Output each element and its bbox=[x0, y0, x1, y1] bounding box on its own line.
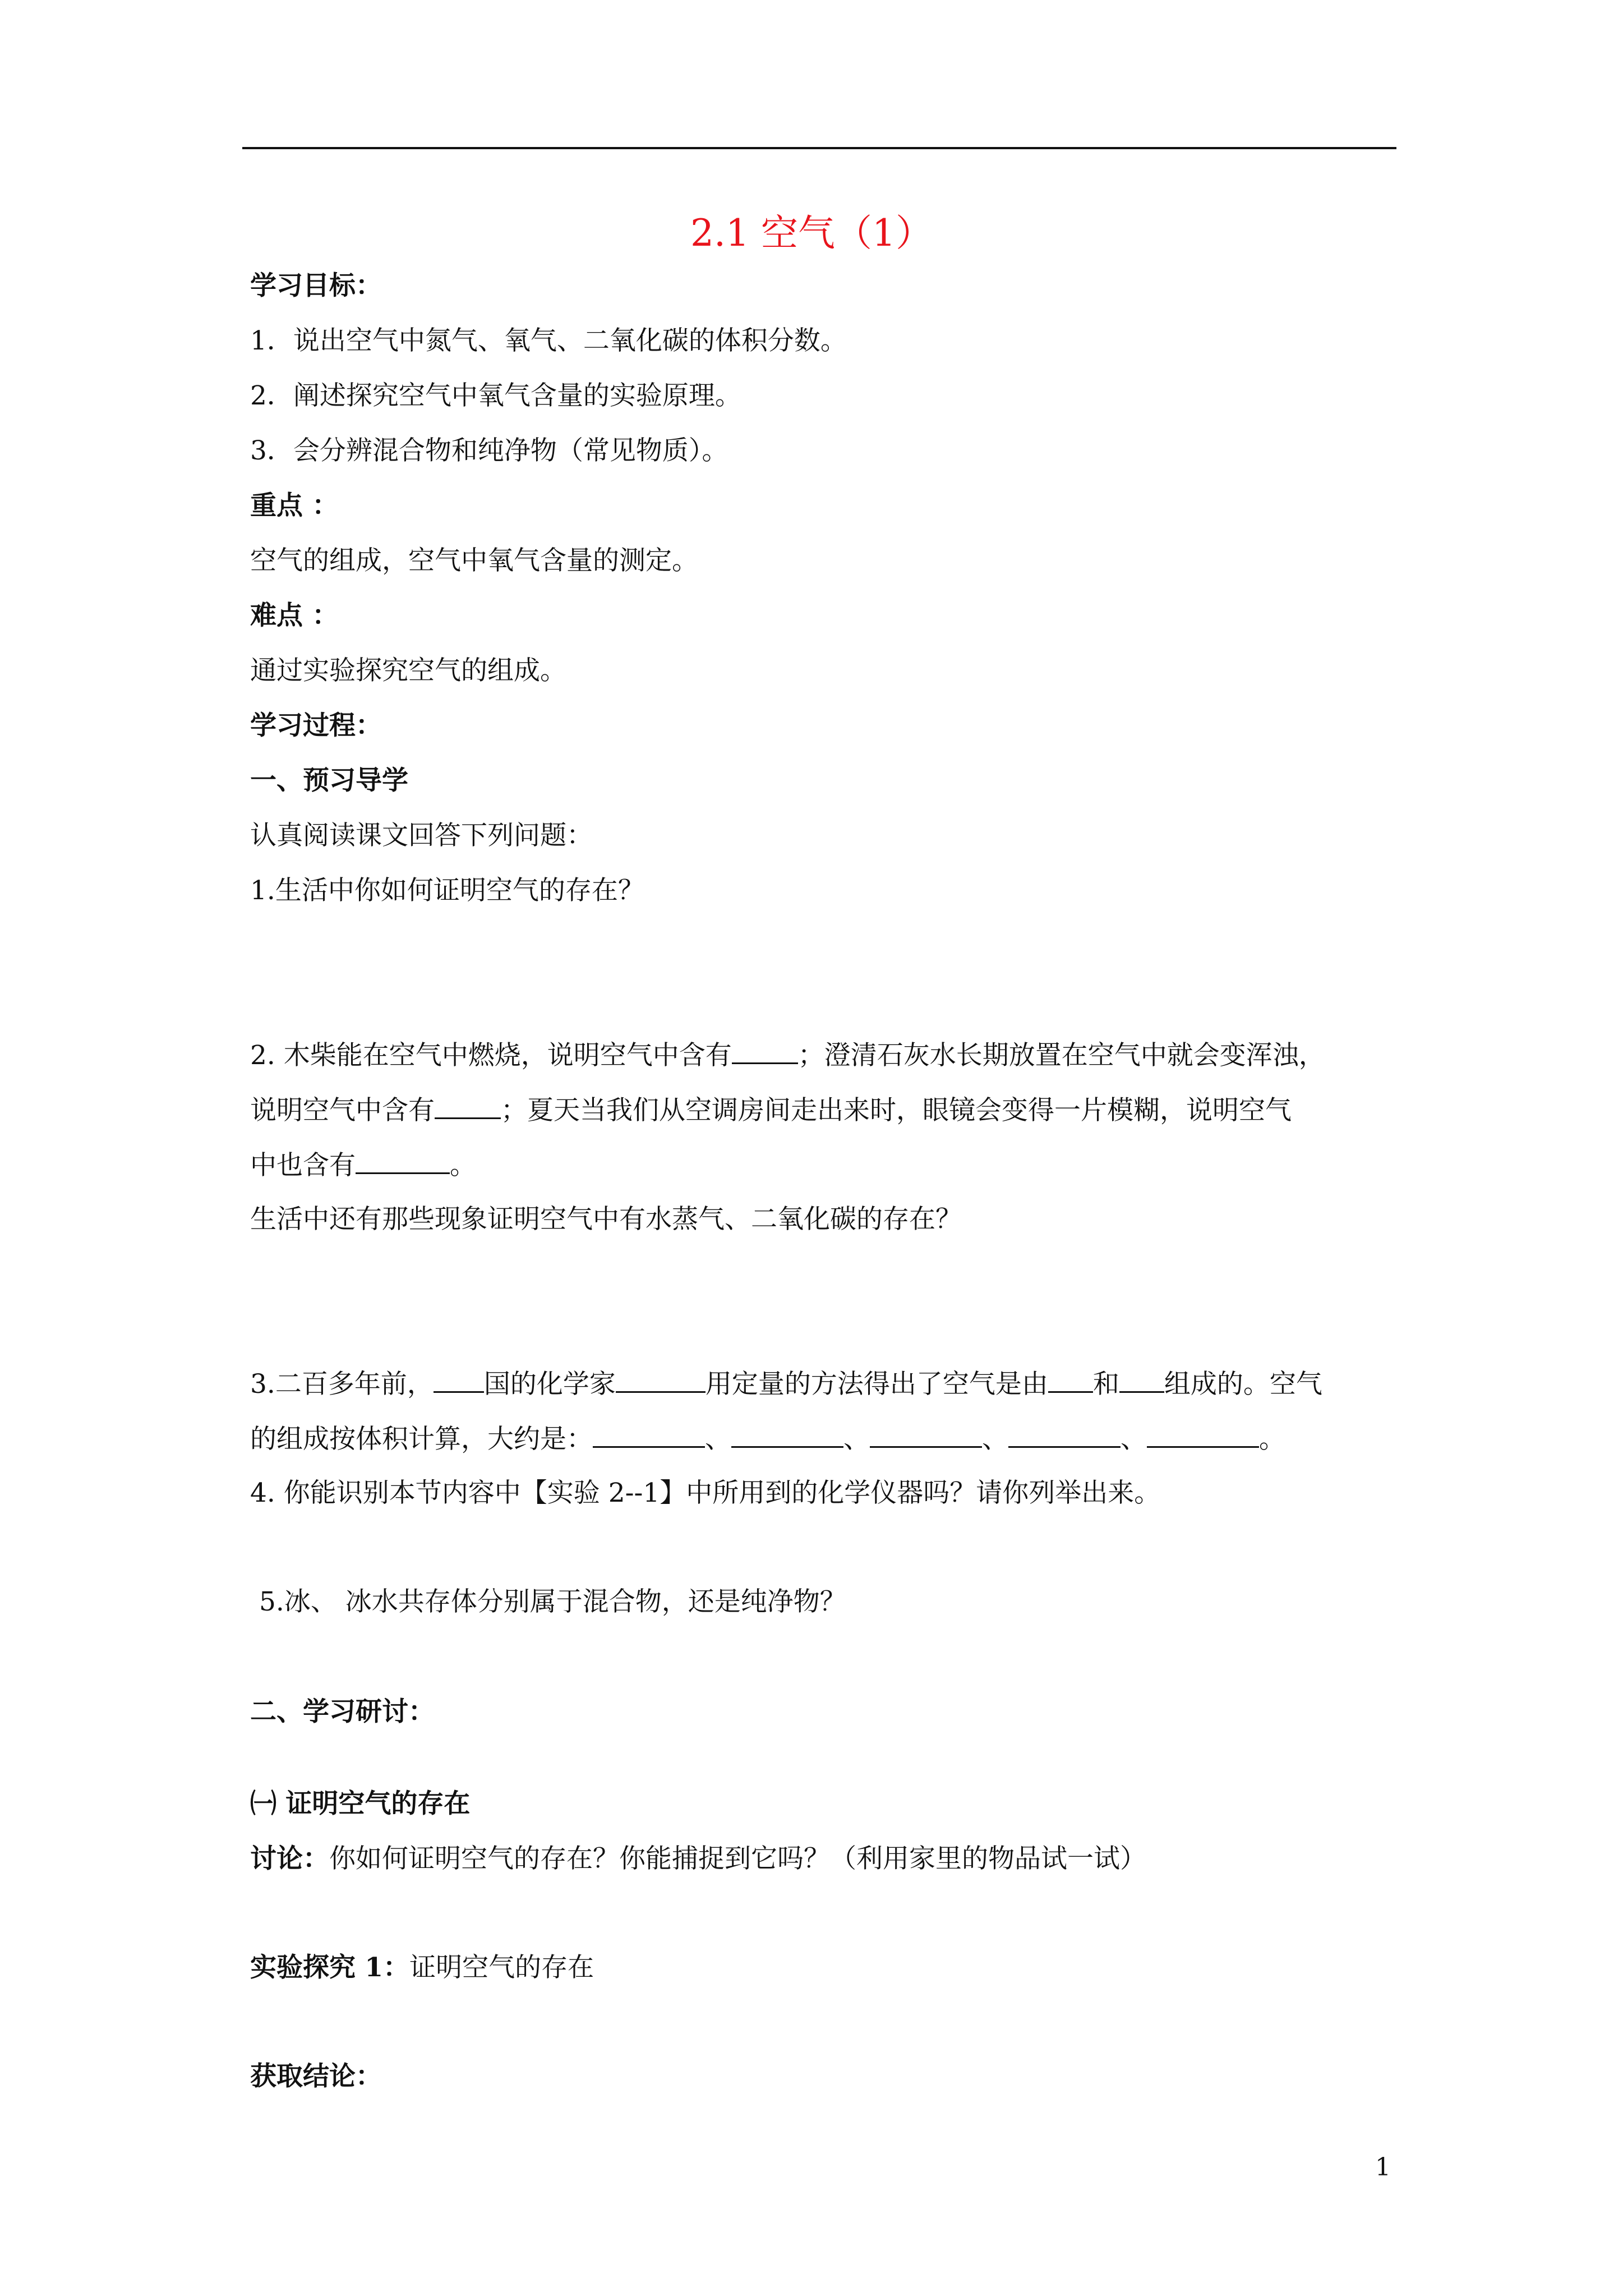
q2-text-d: ；夏天当我们从空调房间走出来时，眼镜会变得一片模糊，说明空气 bbox=[501, 1095, 1292, 1126]
key-point-text: 空气的组成，空气中氧气含量的测定。 bbox=[250, 545, 698, 576]
difficulty-text: 通过实验探究空气的组成。 bbox=[250, 655, 566, 686]
q3-text-f: 的组成按体积计算，大约是： bbox=[250, 1424, 593, 1455]
question-5: 5.冰、 冰水共存体分别属于混合物，还是纯净物？ bbox=[259, 1586, 846, 1617]
page-title: 2.1 空气（1） bbox=[690, 211, 933, 255]
q3-text-e: 组成的。空气 bbox=[1164, 1369, 1322, 1400]
subsection-prove-air: ㈠ 证明空气的存在 bbox=[250, 1788, 471, 1819]
q3-text-a: 3.二百多年前， bbox=[250, 1369, 434, 1400]
page-number: 1 bbox=[1375, 2153, 1391, 2182]
preview-heading: 一、预习导学 bbox=[250, 765, 408, 796]
discussion-heading: 二、学习研讨： bbox=[250, 1696, 435, 1727]
blank-volume-4[interactable] bbox=[1008, 1421, 1121, 1448]
goal-item-1: 1．说出空气中氮气、氧气、二氧化碳的体积分数。 bbox=[250, 325, 847, 356]
question-2-line-3 bbox=[250, 1148, 476, 1182]
blank-carbon-dioxide[interactable] bbox=[435, 1093, 501, 1119]
goal-item-3: 3．会分辨混合物和纯净物（常见物质）。 bbox=[250, 435, 728, 466]
separator: 、 bbox=[843, 1424, 870, 1455]
discussion-text: 你如何证明空气的存在？你能捕捉到它吗？（利用家里的物品试一试） bbox=[329, 1843, 1146, 1874]
process-heading: 学习过程： bbox=[250, 710, 382, 741]
preview-intro: 认真阅读课文回答下列问题： bbox=[250, 820, 593, 851]
q3-text-d: 和 bbox=[1092, 1369, 1119, 1400]
blank-component-2[interactable] bbox=[1119, 1366, 1164, 1393]
q2-text-c: 说明空气中含有 bbox=[250, 1095, 435, 1126]
question-4: 4. 你能识别本节内容中【实验 2--1】中所用到的化学仪器吗？请你列举出来。 bbox=[250, 1478, 1161, 1508]
blank-chemist[interactable] bbox=[616, 1366, 706, 1393]
experiment-text: 证明空气的存在 bbox=[409, 1952, 594, 1983]
question-3-line-2 bbox=[250, 1421, 1285, 1456]
discussion-label: 讨论： bbox=[250, 1843, 329, 1874]
discussion-prompt bbox=[250, 1842, 1146, 1876]
blank-component-1[interactable] bbox=[1048, 1366, 1093, 1393]
blank-oxygen[interactable] bbox=[732, 1038, 798, 1064]
q2-text-b: ；澄清石灰水长期放置在空气中就会变浑浊， bbox=[797, 1040, 1325, 1071]
experiment-1 bbox=[250, 1951, 594, 1985]
blank-volume-5[interactable] bbox=[1147, 1421, 1259, 1448]
q3-text-c: 用定量的方法得出了空气是由 bbox=[705, 1369, 1048, 1400]
separator: 、 bbox=[1121, 1424, 1147, 1455]
blank-volume-3[interactable] bbox=[870, 1421, 982, 1448]
separator: 、 bbox=[982, 1424, 1008, 1455]
q2-text-f: 。 bbox=[450, 1150, 476, 1181]
blank-water-vapor[interactable] bbox=[356, 1148, 450, 1174]
experiment-label: 实验探究 1： bbox=[250, 1952, 410, 1983]
goal-item-2: 2．阐述探究空气中氧气含量的实验原理。 bbox=[250, 380, 741, 411]
goals-heading: 学习目标： bbox=[250, 270, 382, 301]
key-point-heading: 重点 ： bbox=[250, 490, 339, 521]
conclusion-heading: 获取结论： bbox=[250, 2061, 382, 2092]
question-3-line-1 bbox=[250, 1366, 1322, 1401]
question-1: 1.生活中你如何证明空气的存在？ bbox=[250, 875, 644, 906]
difficulty-heading: 难点 ： bbox=[250, 600, 339, 631]
blank-volume-1[interactable] bbox=[593, 1421, 705, 1448]
q2-text-a: 2. 木柴能在空气中燃烧，说明空气中含有 bbox=[250, 1040, 732, 1071]
q3-end: 。 bbox=[1259, 1424, 1285, 1455]
question-2-line-4: 生活中还有那些现象证明空气中有水蒸气、二氧化碳的存在？ bbox=[250, 1204, 962, 1235]
separator: 、 bbox=[705, 1424, 731, 1455]
blank-country[interactable] bbox=[434, 1366, 484, 1393]
question-2-line-1 bbox=[250, 1038, 1325, 1073]
q2-text-e: 中也含有 bbox=[250, 1150, 356, 1181]
header-rule bbox=[242, 147, 1396, 149]
blank-volume-2[interactable] bbox=[731, 1421, 843, 1448]
question-2-line-2 bbox=[250, 1093, 1292, 1128]
q3-text-b: 国的化学家 bbox=[483, 1369, 616, 1400]
